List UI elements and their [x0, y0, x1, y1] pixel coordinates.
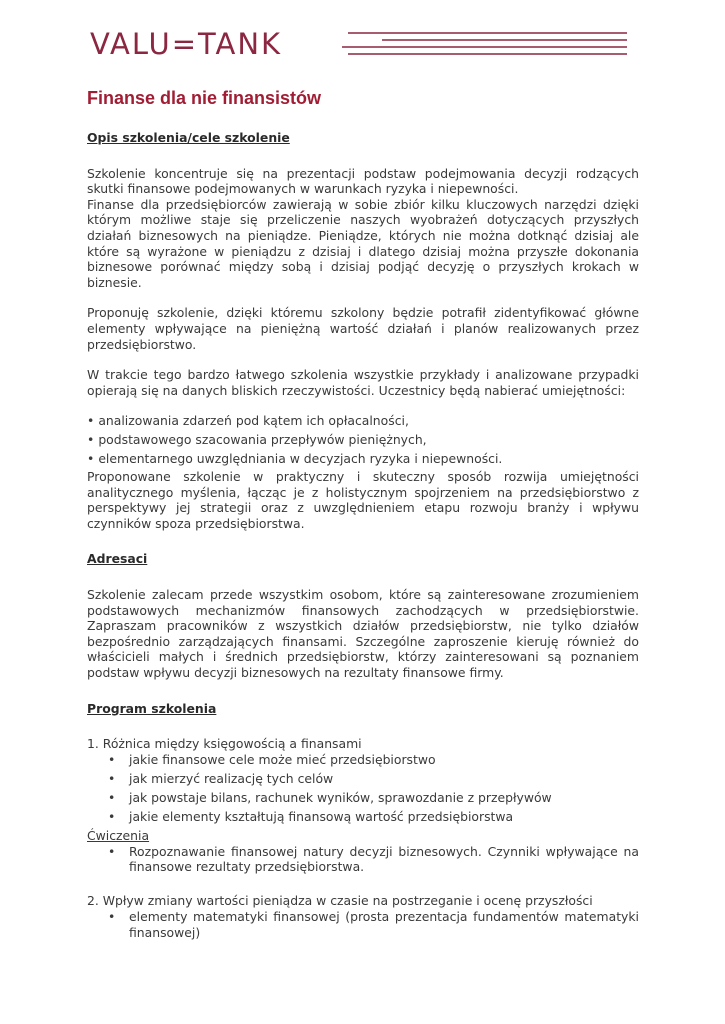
program-item1-list	[87, 752, 639, 825]
list-item: • podstawowego szacowania przepływów pieniężnych,	[87, 432, 639, 448]
document-title: Finanse dla nie finansistów	[87, 88, 322, 108]
logo-lines-graphic	[342, 31, 632, 57]
section-heading-opis: Opis szkolenia/cele szkolenie	[87, 130, 290, 145]
paragraph: Proponuję szkolenie, dzięki któremu szkolony będzie potrafił zidentyfikować główne elementy wpływające na pieniężną wartość działań i planów realizowanych przez przedsiębiorstwo.	[87, 305, 639, 352]
program-item-title: 1. Różnica między księgowością a finansami	[87, 736, 362, 752]
list-item: • elementy matematyki finansowej (prosta prezentacja fundamentów matematyki finansowej)	[87, 909, 639, 940]
list-item: • elementarnego uwzględniania w decyzjach ryzyka i niepewności.	[87, 451, 639, 467]
logo-text: VALU=TANK	[90, 27, 283, 61]
skills-list	[87, 413, 639, 466]
cwiczenia-label: Ćwiczenia	[87, 828, 150, 844]
program-item2-list	[87, 909, 639, 940]
list-item: • jak powstaje bilans, rachunek wyników, sprawozdanie z przepływów	[87, 790, 639, 806]
section-heading-adresaci: Adresaci	[87, 551, 148, 567]
paragraph: Szkolenie zalecam przede wszystkim osobom, które są zainteresowane zrozumieniem podstawowych mechanizmów finansowych zachodzących w przedsiębiorstwie. Zapraszam pracowników z wszystkich działów przedsiębiorstw, nie tylko działów bezpośrednio zarządzających finansami. Szczególne zaproszenie kieruję również do właścicieli małych i średnich przedsiębiorstw, którzy zainteresowani są poznaniem podstaw wpływu decyzji biznesowych na rezultaty finansowe firmy.	[87, 587, 639, 681]
list-item: • jakie finansowe cele może mieć przedsiębiorstwo	[87, 752, 639, 768]
paragraph: W trakcie tego bardzo łatwego szkolenia wszystkie przykłady i analizowane przypadki opierają się na danych bliskich rzeczywistości. Uczestnicy będą nabierać umiejętności:	[87, 367, 639, 398]
paragraph: Proponowane szkolenie w praktyczny i skuteczny sposób rozwija umiejętności analitycznego myślenia, łącząc je z holistycznym spojrzeniem na przedsiębiorstwo z perspektywy jej strategii oraz z uwzględnieniem etapu rozwoju branży i wpływu czynników spoza przedsiębiorstwa.	[87, 469, 639, 531]
list-item: • jak mierzyć realizację tych celów	[87, 771, 639, 787]
list-item: • analizowania zdarzeń pod kątem ich opłacalności,	[87, 413, 639, 429]
paragraph: Finanse dla przedsiębiorców zawierają w sobie zbiór kilku kluczowych narzędzi dzięki którym możliwe staje się przeliczenie naszych wyobrażeń dotyczących przyszłych działań biznesowych na pieniądze. Pieniądze, których nie można dotknąć dzisiaj ale które są wyrażone w pieniądzu z dzisiaj i dlatego dzisiaj można przyszłe dokonania biznesowe porównać między sobą i dzisiaj podjąć decyzję o przyszłych krokach w biznesie.	[87, 196, 639, 290]
cwiczenia-list	[87, 844, 639, 875]
document-body	[87, 86, 639, 944]
paragraph: Szkolenie koncentruje się na prezentacji podstaw podejmowania decyzji rodzących skutki finansowe podejmowanych w warunkach ryzyka i niepewności.	[87, 165, 639, 197]
logo	[90, 28, 635, 60]
section-heading-program: Program szkolenia	[87, 700, 217, 716]
program-item-title: 2. Wpływ zmiany wartości pieniądza w czasie na postrzeganie i ocenę przyszłości	[87, 893, 593, 909]
list-item: • jakie elementy kształtują finansową wartość przedsiębiorstwa	[87, 809, 639, 825]
list-item: • Rozpoznawanie finansowej natury decyzji biznesowych. Czynniki wpływające na finansowe rezultaty przedsiębiorstwa.	[87, 844, 639, 875]
